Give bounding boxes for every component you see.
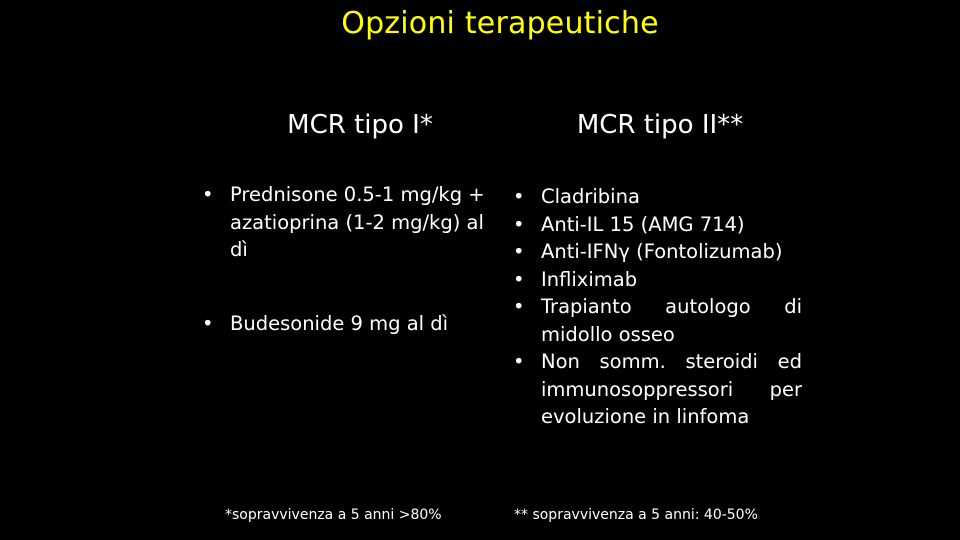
slide-title: Opzioni terapeutiche xyxy=(341,6,659,41)
left-footnote: *sopravvivenza a 5 anni >80% xyxy=(225,507,442,523)
bullet-anti-ifn: • Anti-IFNγ (Fontolizumab) xyxy=(511,238,802,266)
bullet-non-somm-steroidi: • Non somm. steroidi ed immunosoppressori per evoluzione in linfoma xyxy=(511,348,802,431)
left-bullet-list xyxy=(200,181,490,337)
bullet-prednisone: • Prednisone 0.5-1 mg/kg + azatioprina (1-2 mg/kg) al dì xyxy=(200,181,490,264)
right-column-heading: MCR tipo II** xyxy=(576,110,744,140)
right-footnote: ** sopravvivenza a 5 anni: 40-50% xyxy=(514,507,758,523)
bullet-infliximab: • Infliximab xyxy=(511,266,802,294)
bullet-cladribina: • Cladribina xyxy=(511,183,802,211)
bullet-budesonide: • Budesonide 9 mg al dì xyxy=(200,310,490,338)
right-bullet-list xyxy=(511,183,802,431)
left-column-heading: MCR tipo I* xyxy=(287,110,433,140)
bullet-anti-il15: • Anti-IL 15 (AMG 714) xyxy=(511,211,802,239)
bullet-trapianto: • Trapianto autologo di midollo osseo xyxy=(511,293,802,348)
